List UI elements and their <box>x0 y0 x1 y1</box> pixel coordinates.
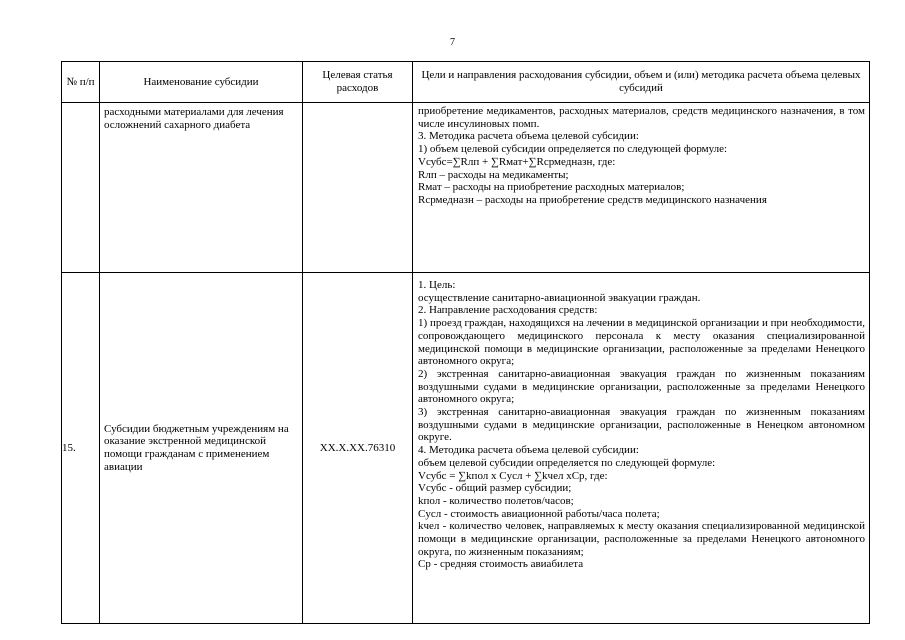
text-line: Cусл - стоимость авиационной работы/часа полета; <box>418 507 660 520</box>
cell-code: XX.X.XX.76310 <box>303 273 413 624</box>
text-line: 1. Цель: <box>418 279 456 291</box>
text-line: Cр - средняя стоимость авиабилета <box>418 558 584 571</box>
cell-name <box>100 103 303 273</box>
cell-num <box>62 103 100 273</box>
goals-text <box>413 273 869 571</box>
text-line: 2) экстренная санитарно-авиационная эвакуация граждан по жизненным показаниям воздушными судами в медицинские организации, расположенные за пределами Ненецкого автономного округа; <box>418 367 865 406</box>
text-line: приобретение медикаментов, расходных материалов, средств медицинского назначения, в том числе инсулиновых помп. <box>418 105 865 130</box>
header-code <box>303 62 413 103</box>
text-line: Rлп – расходы на медикаменты; <box>418 168 569 181</box>
cell-goals <box>413 103 870 273</box>
subsidy-table <box>61 61 870 624</box>
header-goals <box>413 62 870 103</box>
formula-line: Vсубс=∑Rлп + ∑Rмат+∑Rсрмедназн, где: <box>418 155 616 168</box>
cell-num: 15. <box>62 273 100 624</box>
header-name <box>100 62 303 103</box>
text-line: Rсрмедназн – расходы на приобретение средств медицинского назначения <box>418 193 767 206</box>
text-line: 4. Методика расчета объема целевой субсидии: <box>418 444 639 457</box>
text-line: 3. Методика расчета объема целевой субсидии: <box>418 130 639 143</box>
header-num <box>62 62 100 103</box>
header-name-text: Наименование субсидии <box>143 75 259 88</box>
table-header-row <box>62 62 870 103</box>
goals-text <box>413 103 869 207</box>
page-number: 7 <box>450 37 455 48</box>
table-row-15 <box>62 273 870 624</box>
cell-name <box>100 273 303 624</box>
text-line: 3) экстренная санитарно-авиационная эвакуация граждан по жизненным показаниям воздушными судами в медицинские организации, расположенные в Ненецком автономном округе. <box>418 406 865 444</box>
text-line: 1) проезд граждан, находящихся на лечении в медицинской организации и при необходимости, сопровождающего медицинского персонала к месту оказания специализированной медицинской помощи в медицинские организации, расположенные за пределами Ненецкого автономного округа; <box>418 317 865 368</box>
formula-line: Vсубс = ∑kпол х Cусл + ∑kчел хCр, где: <box>418 469 608 482</box>
header-goals-text: Цели и направления расходования субсидии, объем и (или) методика расчета объема целевых субсидий <box>421 69 861 94</box>
text-line: 2. Направление расходования средств: <box>418 304 598 317</box>
table-row-continued <box>62 103 870 273</box>
text-line: Vсубс - общий размер субсидии; <box>418 482 572 495</box>
text-line: осуществление санитарно-авиационной эвакуации граждан. <box>418 291 701 304</box>
subsidy-name-text: Субсидии бюджетным учреждениям на оказание экстренной медицинской помощи гражданам с применением авиации <box>104 422 289 473</box>
text-line: 1) объем целевой субсидии определяется по следующей формуле: <box>418 143 728 156</box>
text-line: kчел - количество человек, направляемых к месту оказания специализированной медицинской помощи в медицинские организации, расположенные за пределами Ненецкого автономного округа, по жизненным показаниям; <box>418 520 865 558</box>
subsidy-name-text: расходными материалами для лечения осложнений сахарного диабета <box>104 106 284 131</box>
header-code-text: Целевая статья расходов <box>322 69 393 94</box>
text-line: kпол - количество полетов/часов; <box>418 494 574 507</box>
cell-code <box>303 103 413 273</box>
text-line: объем целевой субсидии определяется по следующей формуле: <box>418 456 716 469</box>
text-line: Rмат – расходы на приобретение расходных материалов; <box>418 181 685 194</box>
header-num-text: № п/п <box>66 75 95 88</box>
cell-goals <box>413 273 870 624</box>
